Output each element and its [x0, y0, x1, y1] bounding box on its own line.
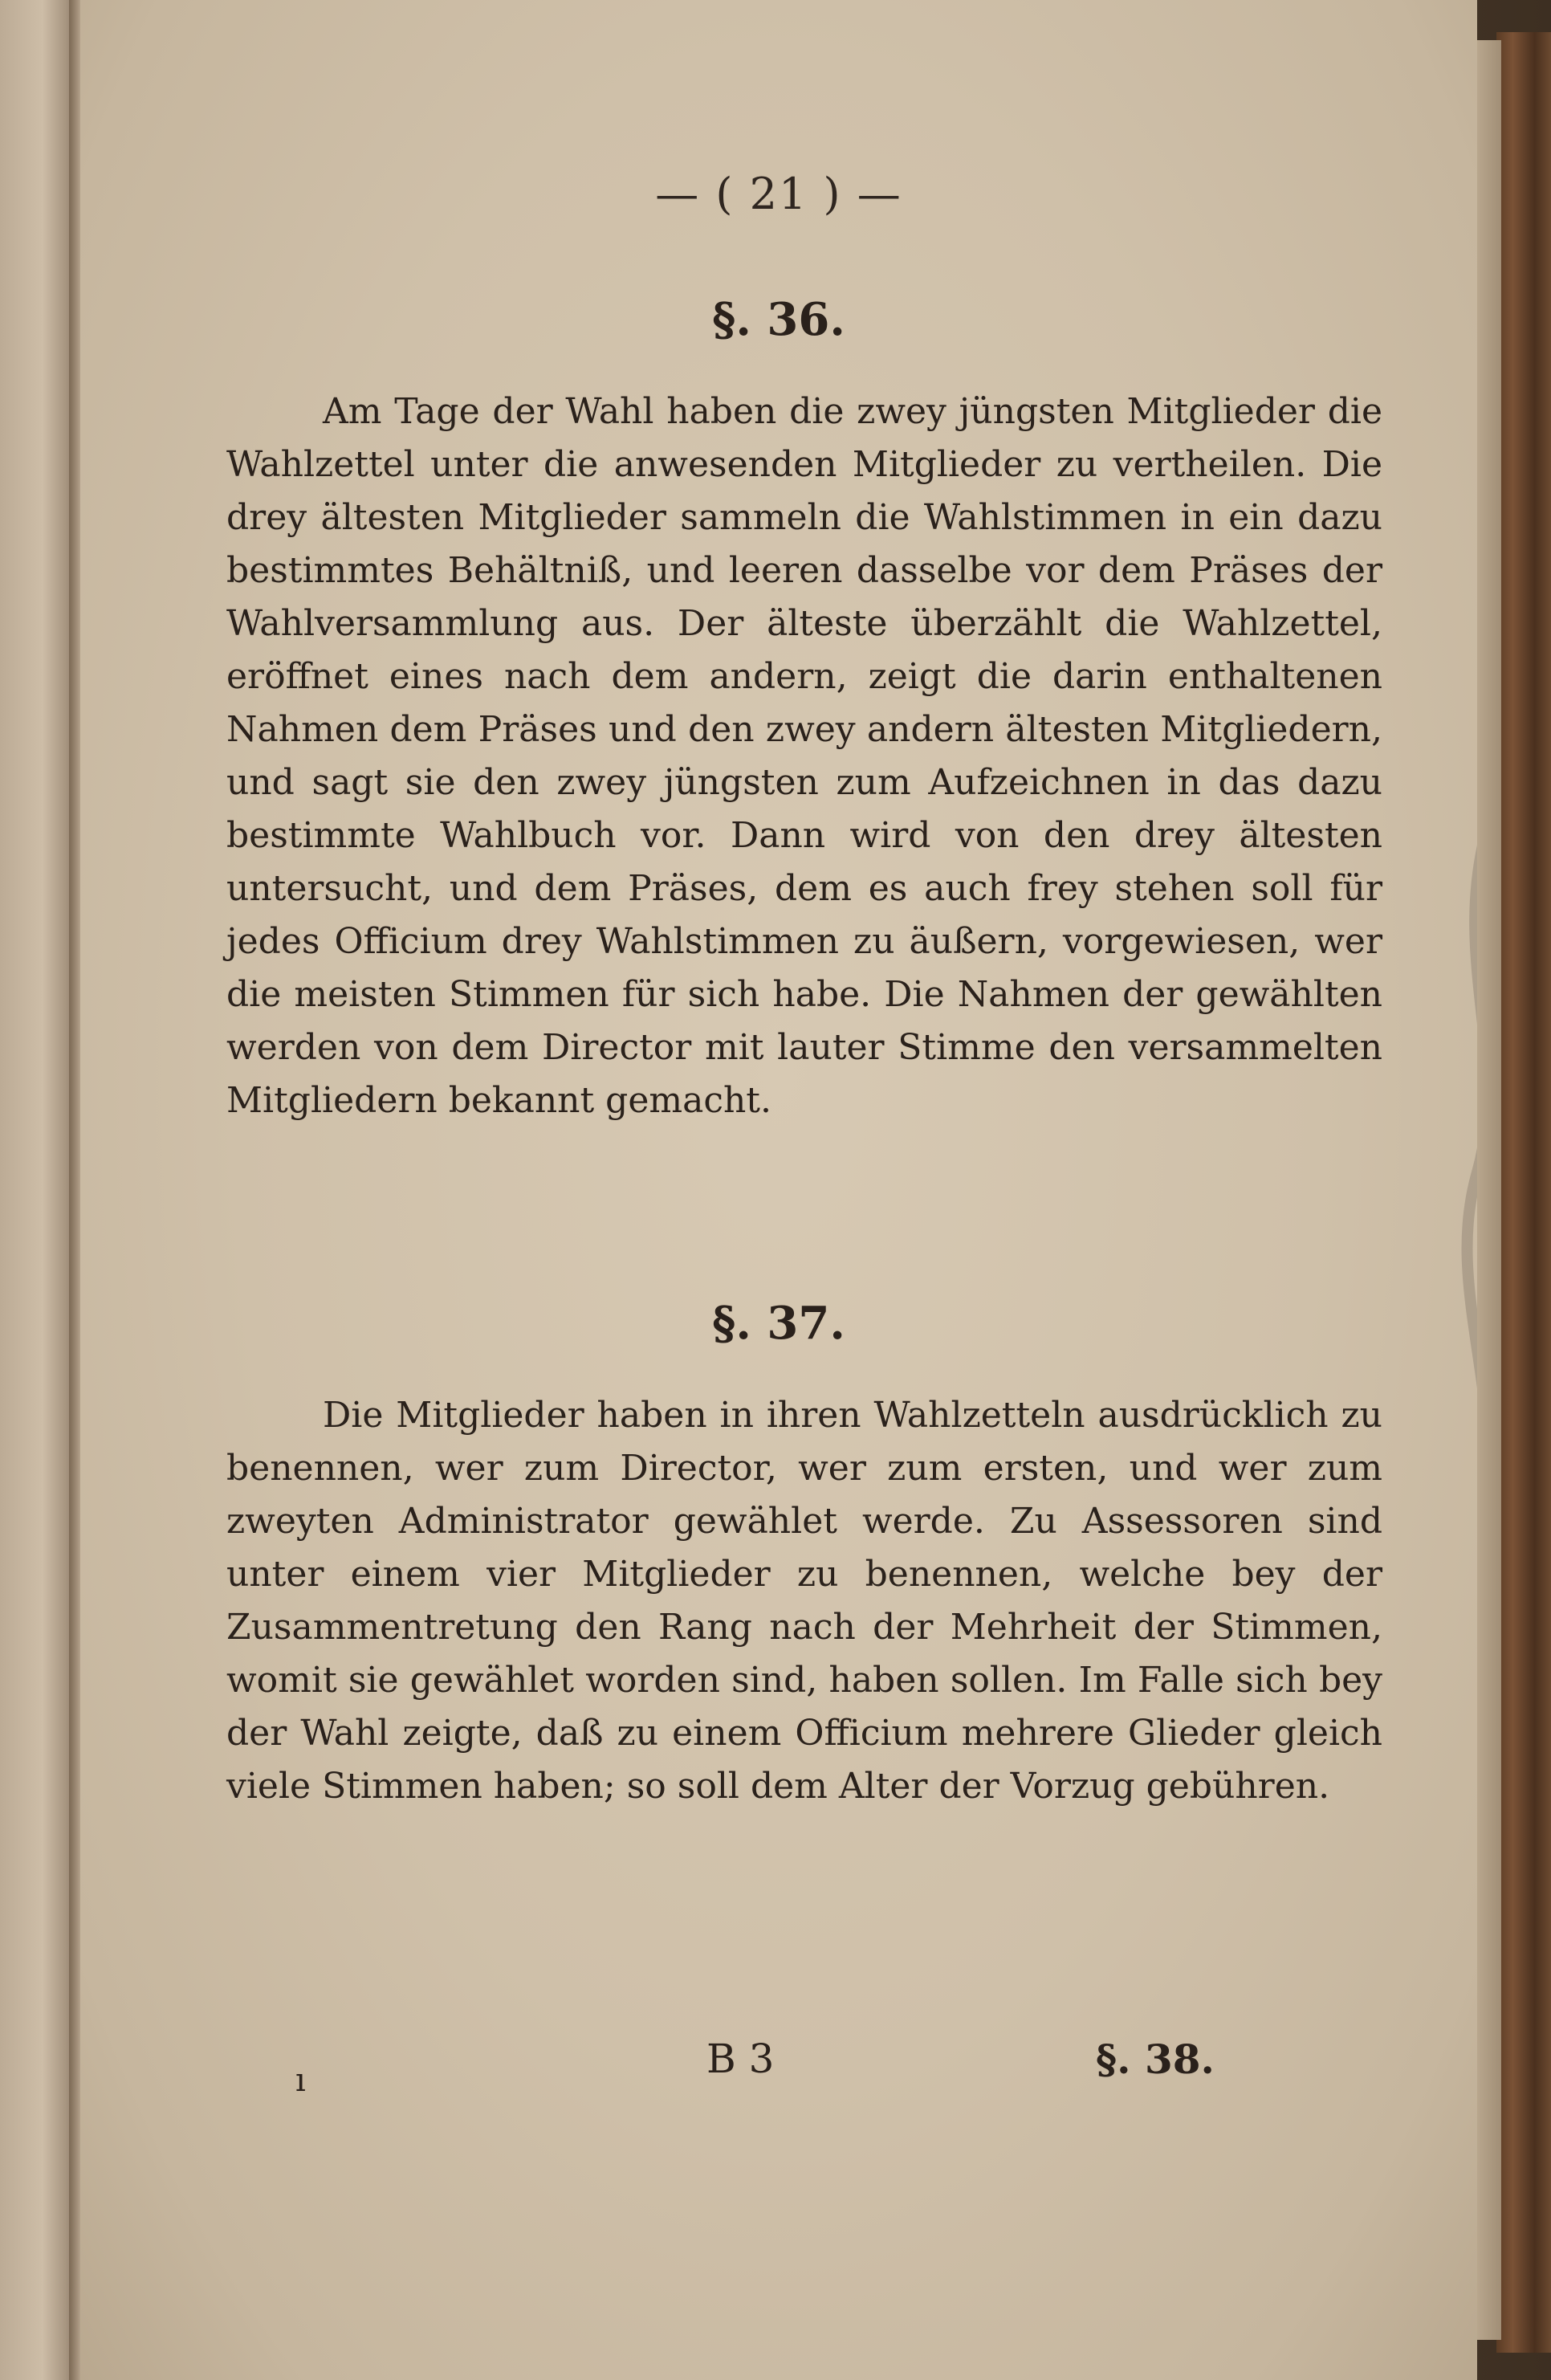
printer-signature: B 3: [706, 2036, 775, 2082]
section-37-title: §. 37.: [712, 1297, 845, 1350]
footer-margin-mark: ı: [295, 2062, 306, 2099]
catchword: §. 38.: [1096, 2036, 1215, 2083]
pencil-annotation-mark: [1445, 450, 1477, 1574]
book-page: [80, 0, 1477, 2380]
previous-page-edge: [0, 0, 77, 2380]
page-number-header: — ( 21 ) —: [655, 169, 902, 219]
book-cover-edge: [1496, 32, 1551, 2353]
section-37-paragraph: Die Mitglieder haben in ihren Wahlzetteln ausdrücklich zu benennen, wer zum Director, wer zum ersten, und wer zum zweyten Administrator gewählet werde. Zu Assessoren sind unter einem vier Mitglieder zu benennen, welche bey der Zusammentretung den Rang nach der Mehrheit der Stimmen, womit sie gewählet worden sind, haben sollen. Im Falle sich bey der Wahl zeigte, daß zu einem Officium mehrere Glieder gleich viele Stimmen haben; so soll dem Alter der Vorzug gebühren.: [226, 1395, 1382, 1807]
section-36-title: §. 36.: [712, 293, 845, 346]
section-36-paragraph: Am Tage der Wahl haben die zwey jüngsten Mitglieder die Wahlzettel unter die anwesenden Mitglieder zu vertheilen. Die drey ältesten Mitglieder sammeln die Wahlstimmen in ein dazu bestimmtes Behältniß, und leeren dasselbe vor dem Präses der Wahlversammlung aus. Der älteste überzählt die Wahlzettel, eröffnet eines nach dem andern, zeigt die darin enthaltenen Nahmen dem Präses und den zwey andern ältesten Mitgliedern, und sagt sie den zwey jüngsten zum Aufzeichnen in das dazu bestimmte Wahlbuch vor. Dann wird von den drey ältesten untersucht, und dem Präses, dem es auch frey stehen soll für jedes Officium drey Wahlstimmen zu äußern, vorgewiesen, wer die meisten Stimmen für sich habe. Die Nahmen der gewählten werden von dem Director mit lauter Stimme den versammelten Mitgliedern bekannt gemacht.: [226, 391, 1382, 1121]
page-stack-edge: [1477, 40, 1501, 2340]
